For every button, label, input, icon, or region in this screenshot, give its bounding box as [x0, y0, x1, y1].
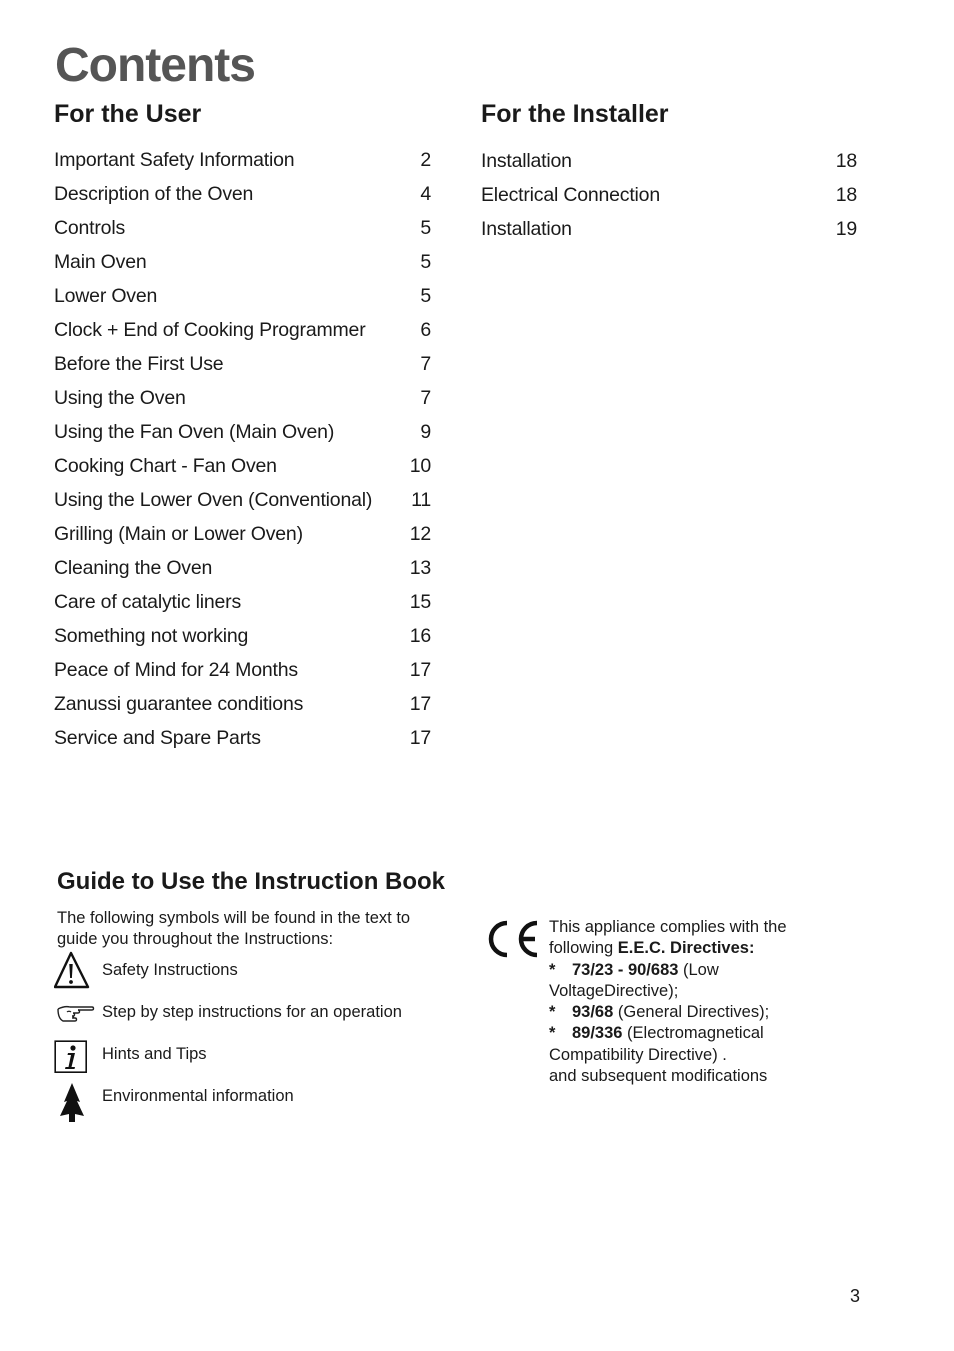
guide-heading: Guide to Use the Instruction Book	[57, 868, 446, 895]
toc-entry-page: 9	[420, 421, 431, 443]
ce-directive-2	[549, 1002, 849, 1023]
toc-entry-page: 15	[409, 591, 431, 613]
toc-entry-page: 18	[835, 184, 857, 206]
toc-entry	[54, 551, 431, 585]
symbol-label: Hints and Tips	[102, 1045, 207, 1063]
toc-entry-title: Service and Spare Parts	[54, 727, 261, 749]
toc-entry	[54, 585, 431, 619]
user-contents-list	[54, 143, 431, 755]
toc-entry	[54, 347, 431, 381]
toc-entry-title: Main Oven	[54, 251, 147, 273]
directive-code: 93/68	[572, 1003, 614, 1022]
toc-entry-title: Cleaning the Oven	[54, 557, 213, 579]
ce-mark-icon	[485, 919, 541, 959]
toc-entry-title: Installation	[481, 218, 572, 240]
toc-entry-title: Using the Oven	[54, 387, 186, 409]
info-i-icon	[54, 1040, 88, 1074]
toc-entry-title: Grilling (Main or Lower Oven)	[54, 523, 303, 545]
toc-entry	[54, 687, 431, 721]
toc-entry-page: 7	[420, 353, 431, 375]
toc-entry	[54, 517, 431, 551]
toc-entry-title: Peace of Mind for 24 Months	[54, 659, 298, 681]
toc-entry-title: Description of the Oven	[54, 183, 254, 205]
ce-text-prefix: following	[549, 939, 618, 958]
toc-entry	[54, 721, 431, 755]
toc-entry-page: 17	[409, 659, 431, 681]
ce-compliance-text	[549, 917, 849, 1087]
directive-code: 89/336	[572, 1024, 623, 1043]
toc-entry-title: Clock + End of Cooking Programmer	[54, 319, 366, 341]
symbol-row-safety	[54, 951, 454, 991]
toc-entry-page: 4	[420, 183, 431, 205]
toc-entry-title: Electrical Connection	[481, 184, 660, 206]
toc-entry-page: 13	[409, 557, 431, 579]
symbol-row-steps	[54, 1000, 454, 1040]
toc-entry-page: 11	[411, 489, 431, 511]
symbol-label: Environmental information	[102, 1087, 294, 1105]
toc-entry	[54, 653, 431, 687]
bullet-star: *	[549, 960, 556, 979]
bullet-star: *	[549, 1024, 556, 1043]
toc-entry	[54, 381, 431, 415]
toc-entry-page: 6	[420, 319, 431, 341]
toc-entry	[481, 212, 857, 246]
tree-icon	[54, 1082, 88, 1124]
ce-directive-3	[549, 1023, 849, 1044]
guide-intro-text: The following symbols will be found in the text to guide you throughout the Instructions:	[57, 909, 411, 948]
toc-entry	[54, 415, 431, 449]
toc-entry-page: 5	[420, 251, 431, 273]
toc-entry-page: 12	[409, 523, 431, 545]
ce-line: VoltageDirective);	[549, 981, 679, 1000]
ce-line: Compatibility Directive) .	[549, 1045, 727, 1064]
user-section-heading: For the User	[54, 100, 202, 128]
toc-entry-page: 19	[835, 218, 857, 240]
toc-entry-page: 17	[409, 693, 431, 715]
directive-desc: (Low	[678, 960, 719, 979]
toc-entry-title: Before the First Use	[54, 353, 224, 375]
toc-entry	[54, 143, 431, 177]
warning-triangle-icon	[54, 951, 90, 989]
page-title: Contents	[55, 39, 255, 92]
toc-entry-title: Care of catalytic liners	[54, 591, 242, 613]
symbol-row-hints	[54, 1040, 454, 1080]
toc-entry	[54, 245, 431, 279]
toc-entry-title: Controls	[54, 217, 126, 239]
toc-entry	[54, 483, 431, 517]
toc-entry-title: Cooking Chart - Fan Oven	[54, 455, 277, 477]
symbol-label: Safety Instructions	[102, 961, 238, 979]
toc-entry-title: Important Safety Information	[54, 149, 295, 171]
toc-entry-page: 7	[420, 387, 431, 409]
toc-entry-page: 5	[420, 285, 431, 307]
symbol-row-environment	[54, 1082, 454, 1122]
symbol-label: Step by step instructions for an operation	[102, 1003, 402, 1021]
installer-section-heading: For the Installer	[481, 100, 669, 128]
directive-code: 73/23 - 90/683	[572, 960, 679, 979]
toc-entry	[481, 144, 857, 178]
toc-entry-page: 5	[420, 217, 431, 239]
toc-entry-page: 2	[420, 149, 431, 171]
ce-line	[549, 938, 849, 959]
toc-entry	[54, 177, 431, 211]
bullet-star: *	[549, 1003, 556, 1022]
toc-entry-page: 10	[409, 455, 431, 477]
toc-entry	[54, 619, 431, 653]
toc-entry-title: Installation	[481, 150, 572, 172]
toc-entry-page: 18	[835, 150, 857, 172]
directive-desc: (General Directives);	[613, 1003, 770, 1022]
ce-directive-1	[549, 960, 849, 981]
toc-entry	[54, 313, 431, 347]
ce-line: and subsequent modifications	[549, 1067, 768, 1086]
page-number: 3	[850, 1286, 861, 1306]
ce-directives-label: E.E.C. Directives:	[617, 939, 755, 958]
toc-entry	[54, 449, 431, 483]
directive-desc: (Electromagnetical	[622, 1024, 764, 1043]
ce-line: This appliance complies with the	[549, 918, 787, 936]
toc-entry-title: Using the Fan Oven (Main Oven)	[54, 421, 335, 443]
toc-entry	[54, 279, 431, 313]
toc-entry	[54, 211, 431, 245]
toc-entry-title: Something not working	[54, 625, 249, 647]
toc-entry-title: Using the Lower Oven (Conventional)	[54, 489, 373, 511]
installer-contents-list	[481, 144, 857, 246]
toc-entry	[481, 178, 857, 212]
toc-entry-title: Lower Oven	[54, 285, 158, 307]
toc-entry-title: Zanussi guarantee conditions	[54, 693, 304, 715]
toc-entry-page: 17	[409, 727, 431, 749]
pointing-hand-icon	[56, 1000, 96, 1026]
toc-entry-page: 16	[409, 625, 431, 647]
